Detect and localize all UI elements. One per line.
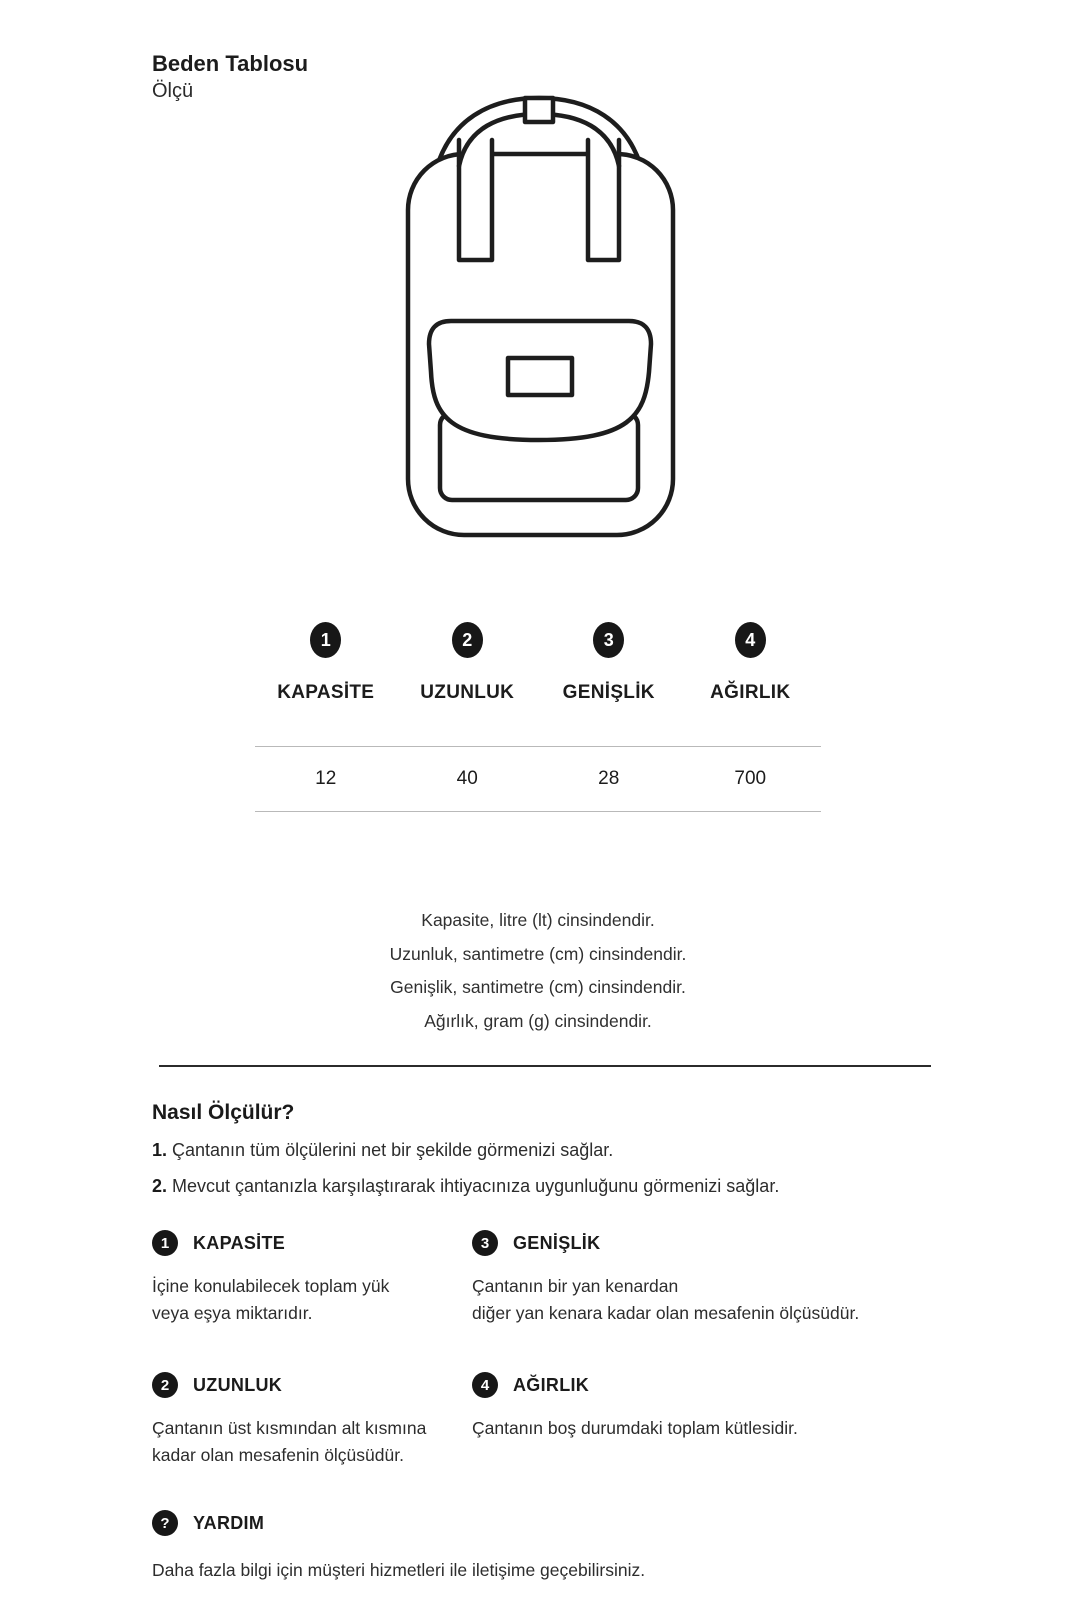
column-label: KAPASİTE — [277, 682, 375, 703]
unit-notes — [255, 904, 821, 1038]
column-badge-4: 4 — [735, 622, 766, 658]
page-subtitle: Ölçü — [152, 80, 194, 102]
how-to-section — [152, 1100, 982, 1198]
how-to-item-1 — [152, 1138, 982, 1162]
bag-buckle — [525, 98, 553, 122]
definition-label: KAPASİTE — [193, 1232, 286, 1253]
definition-kapasite — [152, 1230, 472, 1327]
definition-body — [472, 1273, 982, 1327]
size-table-header-row — [255, 622, 821, 704]
size-table-column — [397, 622, 539, 704]
definition-header — [472, 1372, 982, 1398]
help-section — [152, 1510, 982, 1582]
definition-body — [152, 1415, 472, 1469]
column-label: UZUNLUK — [420, 682, 515, 703]
definition-badge-4: 4 — [472, 1372, 498, 1398]
definition-line: veya eşya miktarıdır. — [152, 1303, 313, 1323]
size-table-column — [255, 622, 397, 704]
size-table — [255, 622, 821, 812]
size-table-column — [538, 622, 680, 704]
item-text: Mevcut çantanızla karşılaştırarak ihtiyacınıza uygunluğunu görmenizi sağlar. — [167, 1176, 780, 1196]
column-label: GENİŞLİK — [562, 682, 655, 703]
header-block — [152, 50, 308, 104]
item-number: 1. — [152, 1140, 168, 1160]
definition-body — [152, 1273, 472, 1327]
definition-line: Çantanın üst kısmından alt kısmına — [152, 1418, 427, 1438]
how-to-heading: Nasıl Ölçülür? — [152, 1101, 295, 1124]
column-badge-1: 1 — [310, 622, 341, 658]
definition-line: kadar olan mesafenin ölçüsüdür. — [152, 1445, 404, 1465]
unit-note: Ağırlık, gram (g) cinsindendir. — [424, 1010, 652, 1031]
definition-label: UZUNLUK — [193, 1374, 283, 1395]
bag-strap-left — [459, 140, 492, 260]
definition-line: İçine konulabilecek toplam yük — [152, 1276, 390, 1296]
column-badge-3: 3 — [593, 622, 624, 658]
item-number: 2. — [152, 1176, 168, 1196]
definition-badge-1: 1 — [152, 1230, 178, 1256]
unit-note: Kapasite, litre (lt) cinsindendir. — [421, 910, 655, 930]
definition-badge-2: 2 — [152, 1372, 178, 1398]
help-header — [152, 1510, 982, 1536]
definition-uzunluk — [152, 1372, 472, 1469]
how-to-item-2 — [152, 1174, 982, 1198]
unit-note: Uzunluk, santimetre (cm) cinsindendir. — [389, 943, 687, 964]
value-genislik: 28 — [598, 768, 620, 789]
definition-label: GENİŞLİK — [513, 1232, 601, 1253]
bag-logo-patch — [508, 358, 572, 395]
section-divider — [159, 1065, 931, 1067]
value-agirlik: 700 — [734, 768, 767, 789]
bag-strap-right — [588, 140, 619, 260]
definition-header — [152, 1230, 472, 1256]
definition-agirlik — [472, 1372, 982, 1469]
definition-line: Çantanın bir yan kenardan — [472, 1276, 679, 1296]
table-rule-bottom — [255, 811, 821, 812]
page-title: Beden Tablosu — [152, 51, 309, 76]
definition-header — [472, 1230, 982, 1256]
backpack-illustration — [393, 88, 683, 543]
definition-line: Çantanın boş durumdaki toplam kütlesidir. — [472, 1418, 798, 1438]
value-uzunluk: 40 — [456, 768, 478, 789]
unit-note: Genişlik, santimetre (cm) cinsindendir. — [390, 977, 686, 997]
column-badge-2: 2 — [452, 622, 483, 658]
definition-badge-3: 3 — [472, 1230, 498, 1256]
help-label: YARDIM — [193, 1512, 265, 1533]
definition-line: diğer yan kenara kadar olan mesafenin ölçüsüdür. — [472, 1303, 860, 1323]
size-table-column — [680, 622, 822, 704]
help-text: Daha fazla bilgi için müşteri hizmetleri ile iletişime geçebilirsiniz. — [152, 1560, 646, 1580]
column-label: AĞIRLIK — [710, 682, 791, 703]
definition-body — [472, 1415, 982, 1442]
value-kapasite: 12 — [315, 768, 337, 789]
question-mark-icon: ? — [152, 1510, 178, 1536]
size-table-value-row — [255, 747, 821, 811]
item-text: Çantanın tüm ölçülerini net bir şekilde görmenizi sağlar. — [167, 1140, 614, 1160]
definition-genislik — [472, 1230, 982, 1327]
definition-label: AĞIRLIK — [513, 1374, 590, 1395]
definitions-grid — [152, 1230, 982, 1469]
definition-header — [152, 1372, 472, 1398]
